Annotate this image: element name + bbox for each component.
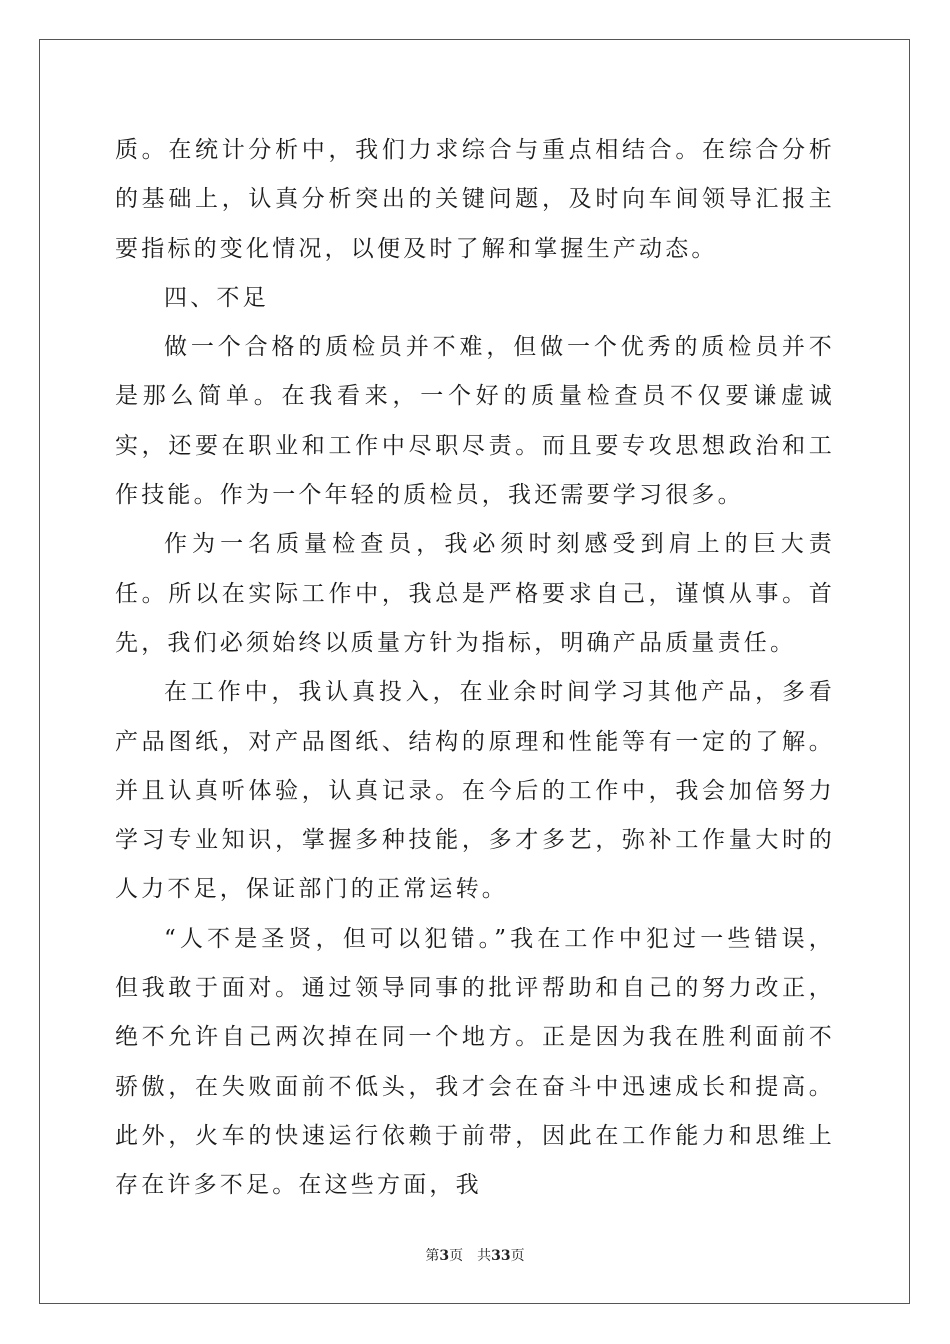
total-pages: 33 xyxy=(491,1248,511,1264)
page-number: 3 xyxy=(439,1248,450,1264)
total-pages-prefix: 共 xyxy=(477,1248,492,1264)
page-footer xyxy=(0,1245,950,1265)
document-body xyxy=(115,126,835,1211)
paragraph: “人不是圣贤，但可以犯错。”我在工作中犯过一些错误，但我敢于面对。通过领导同事的批评帮助和自己的努力改正，绝不允许自己两次掉在同一个地方。正是因为我在胜利面前不骄傲，在失败面前不低头，我才会在奋斗中迅速成长和提高。此外，火车的快速运行依赖于前带，因此在工作能力和思维上存在许多不足。在这些方面，我 xyxy=(115,925,835,1199)
page-number-suffix: 页 xyxy=(449,1248,464,1264)
paragraph-continuation: 质。在统计分析中，我们力求综合与重点相结合。在综合分析的基础上，认真分析突出的关键问题，及时向车间领导汇报主要指标的变化情况，以便及时了解和掌握生产动态。 xyxy=(115,137,835,262)
paragraph: 做一个合格的质检员并不难，但做一个优秀的质检员并不是那么简单。在我看来，一个好的质量检查员不仅要谦虚诚实，还要在职业和工作中尽职尽责。而且要专攻思想政治和工作技能。作为一个年轻的质检员，我还需要学习很多。 xyxy=(115,334,835,509)
total-pages-suffix: 页 xyxy=(510,1248,525,1264)
page-number-prefix: 第 xyxy=(425,1248,440,1264)
paragraph: 作为一名质量检查员，我必须时刻感受到肩上的巨大责任。所以在实际工作中，我总是严格要求自己，谨慎从事。首先，我们必须始终以质量方针为指标，明确产品质量责任。 xyxy=(115,531,835,656)
paragraph: 在工作中，我认真投入，在业余时间学习其他产品，多看产品图纸，对产品图纸、结构的原理和性能等有一定的了解。并且认真听体验，认真记录。在今后的工作中，我会加倍努力学习专业知识，掌握多种技能，多才多艺，弥补工作量大时的人力不足，保证部门的正常运转。 xyxy=(115,679,835,903)
section-heading: 四、不足 xyxy=(164,284,269,311)
